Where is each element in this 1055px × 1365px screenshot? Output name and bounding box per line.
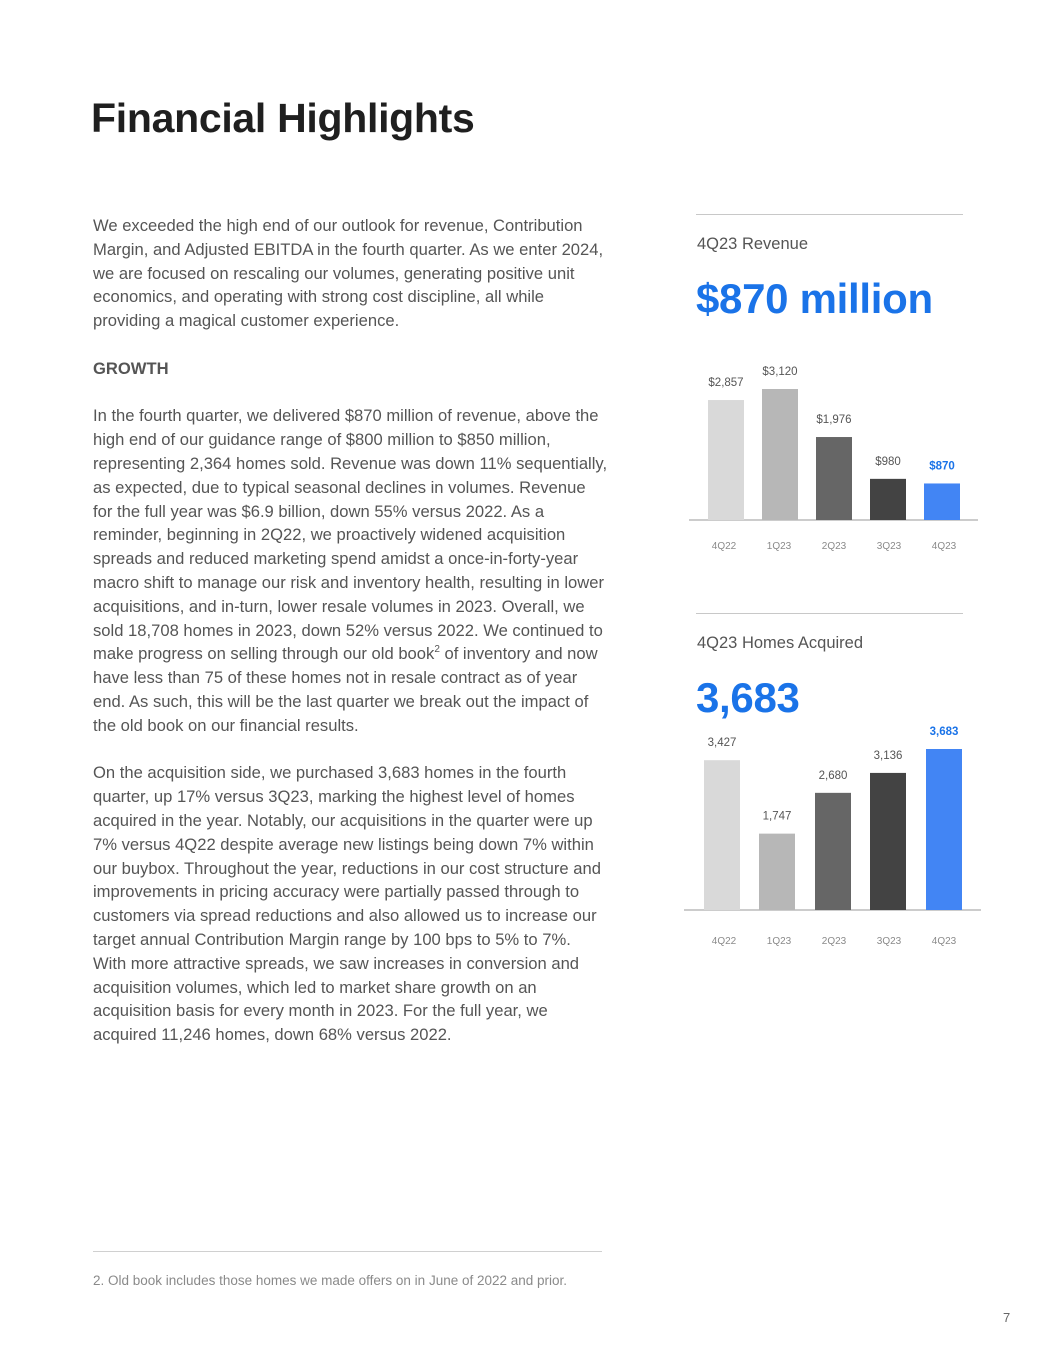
growth-heading: GROWTH [93,358,169,378]
homes-data-label-1q23: 1,747 [762,810,792,823]
homes-tick-label-4q22: 4Q22 [711,936,737,947]
homes-tick-label-4q23: 4Q23 [931,936,957,947]
revenue-tick-label-3q23: 3Q23 [876,541,902,552]
revenue-tick-label-1q23: 1Q23 [766,541,792,552]
homes-tick-label-1q23: 1Q23 [766,936,792,947]
homes-panel-label: 4Q23 Homes Acquired [697,634,864,652]
revenue-headline: $870 million [696,275,933,322]
homes-data-label-3q23: 3,136 [873,749,903,762]
homes-bar-1q23 [759,834,795,910]
revenue-data-label-2q23: $1,976 [816,414,852,427]
revenue-data-label-4q23: $870 [929,460,955,473]
revenue-data-label-1q23: $3,120 [762,366,798,378]
revenue-tick-label-4q23: 4Q23 [931,541,957,552]
revenue-tick-label-2q23: 2Q23 [821,541,847,552]
homes-tick-label-3q23: 3Q23 [876,936,902,947]
footnote: 2. Old book includes those homes we made offers on in June of 2022 and prior. [93,1273,568,1288]
revenue-panel-label: 4Q23 Revenue [697,235,808,253]
revenue-data-label-3q23: $980 [875,455,901,468]
homes-headline: 3,683 [696,674,800,721]
page-number: 7 [1003,1310,1011,1325]
footnote-ref: 2 [434,643,440,655]
homes-bar-2q23 [815,793,851,910]
homes-bar-4q23 [926,749,962,910]
page-title: Financial Highlights [91,95,475,141]
homes-data-label-2q23: 2,680 [818,769,848,782]
growth-paragraph-1-part-a: In the fourth quarter, we delivered $870 million of revenue, above the high end of our guidance range of $800 million to $850 million, representing 2,364 homes sold. Revenue was down 11% sequentially, as expected, due to typical seasonal declines in volumes. Revenue for the full year was $6.9 billion, down 55% versus 2022. As a reminder, beginning in 2Q22, we proactively widened acquisition spreads and reduced marketing spend amidst a once-in-forty-year macro shift to manage our risk and inventory health, resulting in lower acquisitions, and in-turn, lower resale volumes in 2023. Overall, we sold 18,708 homes in 2023, down 52% versus 2022. We continued to make progress on selling through our old book [93,406,608,664]
homes-data-label-4q23: 3,683 [929,726,959,738]
revenue-data-label-4q22: $2,857 [708,377,744,390]
growth-paragraph-1-part-b: of inventory and now have less than 75 of these homes not in resale contract as of year end. As such, this will be the last quarter we break out the impact of the old book on our financial results. [93,644,598,735]
homes-bar-3q23 [870,773,906,910]
intro-paragraph: We exceeded the high end of our outlook for revenue, Contribution Margin, and Adjusted EBITDA in the fourth quarter. As we enter 2024, we are focused on rescaling our volumes, generating positive unit economics, and operating with strong cost discipline, all while providing a magical customer experience. [93,216,604,331]
homes-bar-4q22 [704,760,740,910]
homes-tick-label-2q23: 2Q23 [821,936,847,947]
acquisition-paragraph: On the acquisition side, we purchased 3,683 homes in the fourth quarter, up 17% versus 3Q23, marking the highest level of homes acquired in the year. Notably, our acquisitions in the quarter were up 7% versus 4Q22 despite average new listings being down 7% within our buybox. Throughout the year, reductions in our cost structure and improvements in pricing accuracy were partially passed through to customers via spread reductions and also allowed us to increase our target annual Contribution Margin range by 100 bps to 5% to 7%. With more attractive spreads, we saw increases in conversion and acquisition volumes, which led to market share growth on an acquisition basis for every month in 2023. For the full year, we acquired 11,246 homes, down 68% versus 2022. [93,763,601,1045]
revenue-tick-label-4q22: 4Q22 [711,541,737,552]
homes-data-label-4q22: 3,427 [707,737,737,750]
